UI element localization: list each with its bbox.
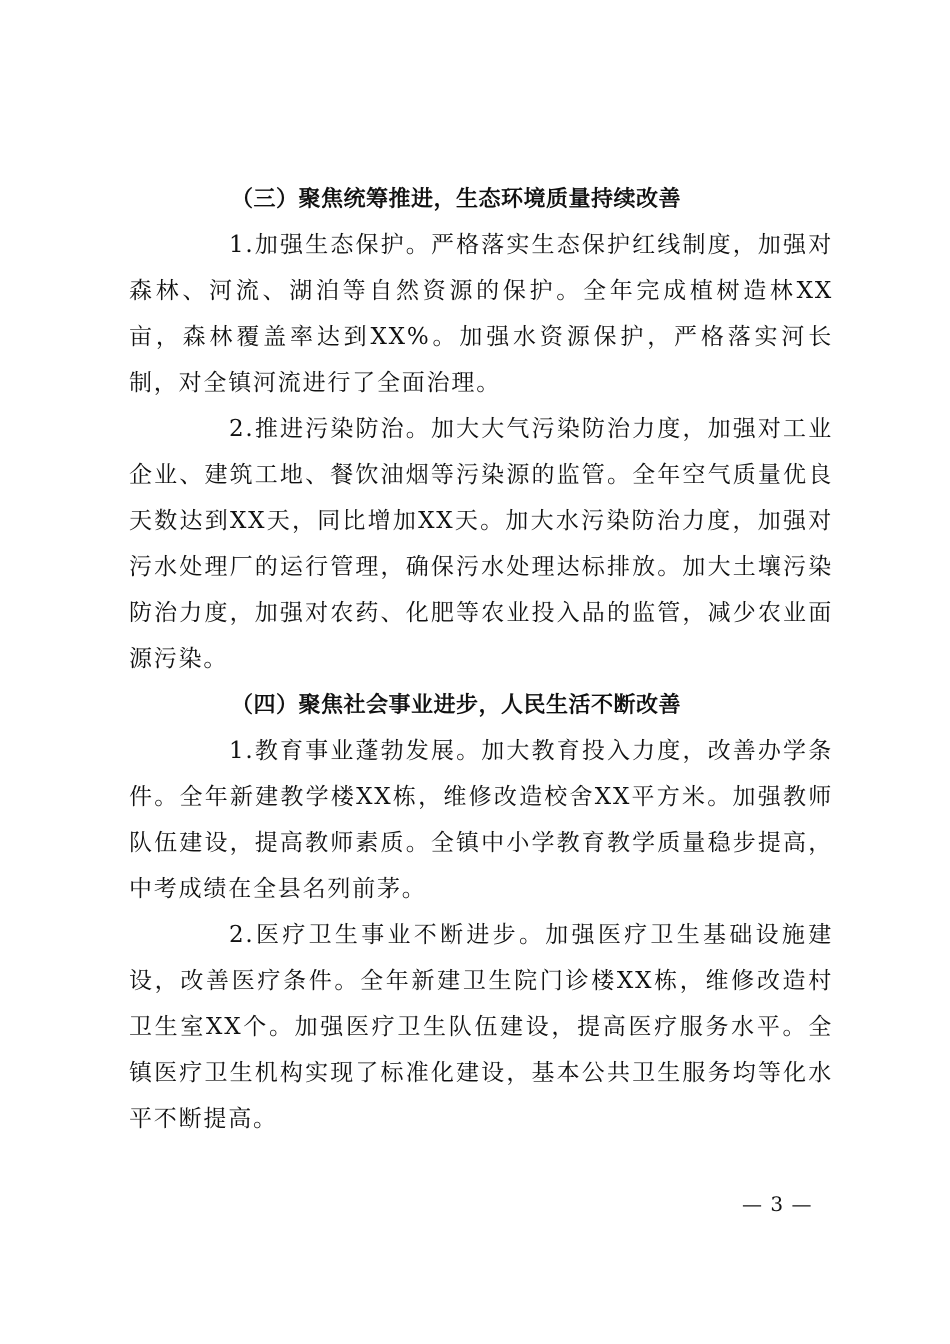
paragraph-education: 1.教育事业蓬勃发展。加大教育投入力度，改善办学条件。全年新建教学楼XX栋，维修改造校舍XX平方米。加强教师队伍建设，提高教师素质。全镇中小学教育教学质量稳步提高，中考成绩在全县名列前茅。 — [129, 738, 833, 902]
section-heading-3: （三）聚焦统筹推进，生态环境质量持续改善 — [231, 186, 682, 212]
page-number: — 3 — — [742, 1192, 813, 1216]
paragraph-healthcare: 2.医疗卫生事业不断进步。加强医疗卫生基础设施建设，改善医疗条件。全年新建卫生院门诊楼XX栋，维修改造村卫生室XX个。加强医疗卫生队伍建设，提高医疗服务水平。全镇医疗卫生机构实现了标准化建设，基本公共卫生服务均等化水平不断提高。 — [129, 922, 833, 1132]
paragraph-ecology-protection: 1.加强生态保护。严格落实生态保护红线制度，加强对森林、河流、湖泊等自然资源的保护。全年完成植树造林XX亩，森林覆盖率达到XX%。加强水资源保护，严格落实河长制，对全镇河流进行了全面治理。 — [129, 232, 833, 396]
document-body — [129, 176, 833, 1142]
paragraph-pollution-control: 2.推进污染防治。加大大气污染防治力度，加强对工业企业、建筑工地、餐饮油烟等污染源的监管。全年空气质量优良天数达到XX天，同比增加XX天。加大水污染防治力度，加强对污水处理厂的运行管理，确保污水处理达标排放。加大土壤污染防治力度，加强对农药、化肥等农业投入品的监管，减少农业面源污染。 — [129, 416, 833, 672]
section-heading-4: （四）聚焦社会事业进步，人民生活不断改善 — [231, 692, 682, 718]
